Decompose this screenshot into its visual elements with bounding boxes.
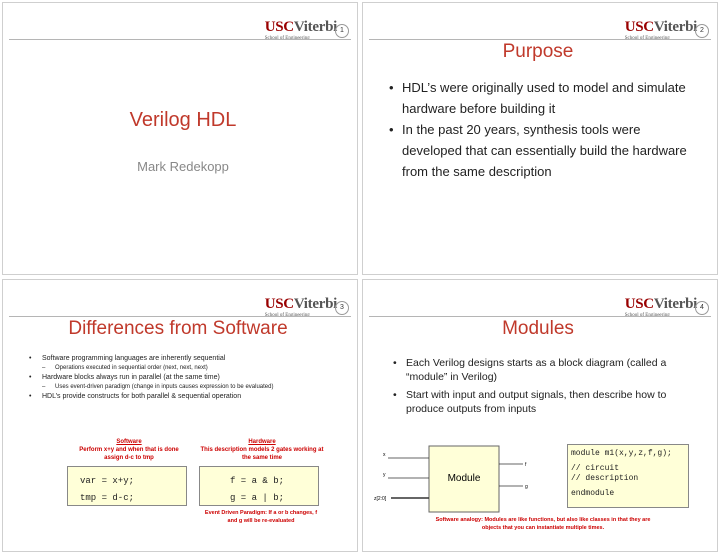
module-label: Module xyxy=(447,473,481,484)
usc-viterbi-logo: USCViterbi xyxy=(264,19,337,35)
header-divider xyxy=(9,316,351,317)
usc-viterbi-logo: USCViterbi xyxy=(624,19,697,35)
bullet-item: • Hardware blocks always run in parallel (at the same time) – Uses event-driven paradigm (change in inputs causes expression to be evaluated) xyxy=(29,373,339,392)
input-z-label: z[2:0] xyxy=(374,496,387,502)
hardware-heading: Hardware This description models 2 gates working at the same time xyxy=(200,439,324,461)
header-divider xyxy=(9,39,351,40)
event-driven-note: Event Driven Paradigm: If a or b changes, f and g will be re-evaluated xyxy=(204,510,318,524)
hardware-code-box: f = a & b; g = a | b; xyxy=(199,466,319,506)
software-analogy-note: Software analogy: Modules are like functions, but also like classes in that they are objects that you can instantiate multiple times. xyxy=(435,517,651,531)
slide-1 xyxy=(2,2,358,275)
module-code-box: module m1(x,y,z,f,g); // circuit // description endmodule xyxy=(567,444,689,508)
bullet-item: • In the past 20 years, synthesis tools were developed that can essentially build the hardware from the same description xyxy=(389,119,689,182)
output-g-label: g xyxy=(525,484,528,490)
slide-number: 4 xyxy=(695,301,709,315)
slide-number: 1 xyxy=(335,24,349,38)
software-heading: Software Perform x+y and when that is done assign d-c to tmp xyxy=(79,439,179,461)
slide-title: Modules xyxy=(502,318,574,339)
slide-number: 2 xyxy=(695,24,709,38)
author-name: Mark Redekopp xyxy=(137,159,229,174)
slide-4 xyxy=(362,279,718,552)
bullet-list xyxy=(29,354,339,402)
sub-bullet: – Uses event-driven paradigm (change in inputs causes expression to be evaluated) xyxy=(42,383,339,392)
usc-viterbi-logo: USCViterbi xyxy=(624,296,697,312)
bullet-list xyxy=(389,77,689,182)
slide-2 xyxy=(362,2,718,275)
header-divider xyxy=(369,316,711,317)
header-divider xyxy=(369,39,711,40)
slide-title: Purpose xyxy=(502,41,574,62)
slide-title: Differences from Software xyxy=(68,318,288,339)
slide-3 xyxy=(2,279,358,552)
input-x-label: x xyxy=(383,452,386,458)
bullet-item: • Software programming languages are inherently sequential – Operations executed in sequential order (next, next, next) xyxy=(29,354,339,373)
bullet-item: • HDL’s were originally used to model and simulate hardware before building it xyxy=(389,77,689,119)
bullet-item: • HDL’s provide constructs for both parallel & sequential operation xyxy=(29,392,339,402)
slide-number: 3 xyxy=(335,301,349,315)
bullet-item: • Each Verilog designs starts as a block diagram (called a “module” in Verilog) xyxy=(393,356,693,384)
software-code-box: var = x+y; tmp = d-c; xyxy=(67,466,187,506)
usc-viterbi-logo: USCViterbi xyxy=(264,296,337,312)
module-block-diagram xyxy=(373,444,573,524)
sub-bullet: – Operations executed in sequential order (next, next, next) xyxy=(42,364,339,373)
bullet-item: • Start with input and output signals, then describe how to produce outputs from inputs xyxy=(393,388,693,416)
slide-title: Verilog HDL xyxy=(129,109,237,131)
bullet-list xyxy=(393,356,693,416)
output-f-label: f xyxy=(525,462,527,468)
input-y-label: y xyxy=(383,472,386,478)
